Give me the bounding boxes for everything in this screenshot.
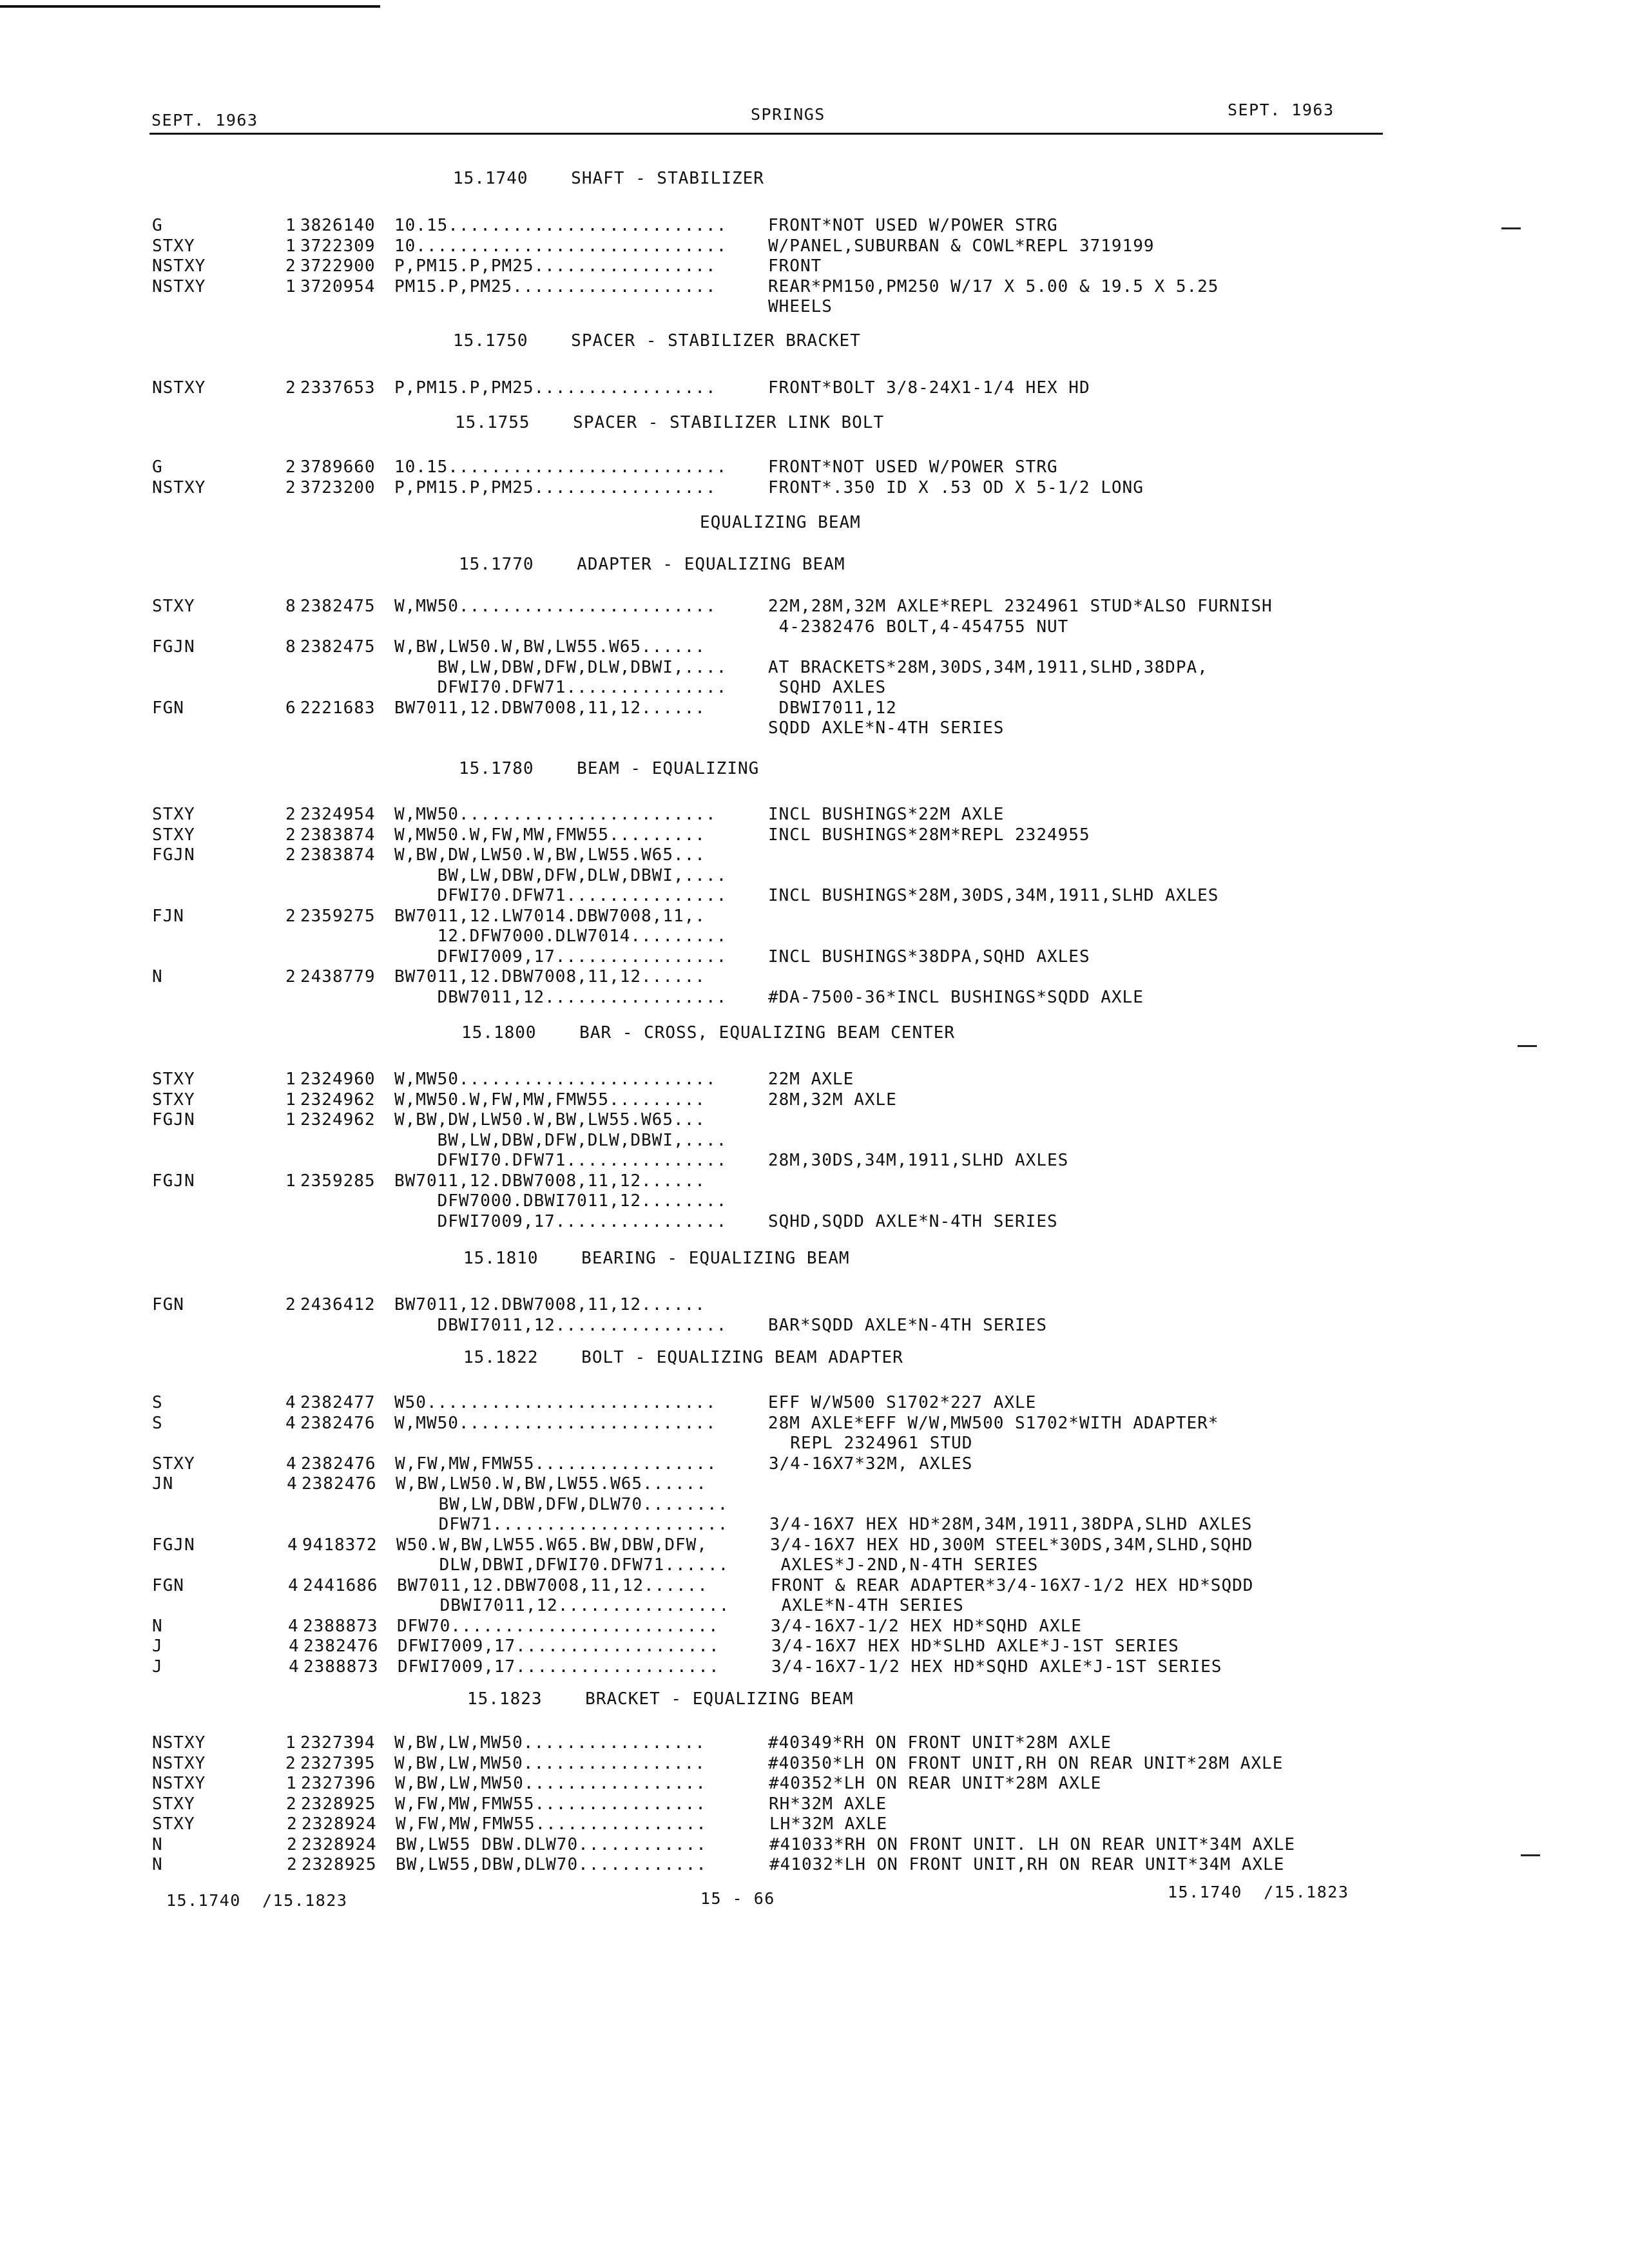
row-part-number: 3722309: [300, 236, 376, 256]
row-description: INCL BUSHINGS*28M*REPL 2324955: [768, 825, 1090, 845]
row-code: N: [152, 1617, 163, 1636]
row-code: STXY: [152, 1814, 195, 1834]
row-qty: 4: [288, 1576, 299, 1595]
section-heading: 15.1740 SHAFT - STABILIZER: [453, 169, 764, 188]
row-description: FRONT*NOT USED W/POWER STRG: [768, 216, 1058, 235]
row-qty: 2: [286, 1794, 297, 1814]
row-models: BW7011,12.DBW7008,11,12......: [394, 1295, 706, 1314]
row-part-number: 3789660: [300, 457, 376, 477]
row-description: SQHD,SQDD AXLE*N-4TH SERIES: [768, 1212, 1058, 1231]
row-code: S: [152, 1414, 163, 1433]
row-description: 28M AXLE*EFF W/W,MW500 S1702*WITH ADAPTER*: [768, 1414, 1219, 1433]
row-description: 22M AXLE: [768, 1070, 854, 1089]
row-models: W,FW,MW,FMW55.................: [395, 1454, 717, 1474]
row-models: DFWI7009,17...................: [398, 1637, 720, 1656]
row-code: FGJN: [152, 637, 195, 657]
row-models: DFWI7009,17................: [394, 947, 728, 966]
row-code: J: [152, 1657, 163, 1677]
row-qty: 4: [287, 1535, 298, 1555]
row-code: N: [152, 1855, 163, 1874]
group-title: EQUALIZING BEAM: [700, 513, 861, 532]
section-heading: 15.1822 BOLT - EQUALIZING BEAM ADAPTER: [463, 1348, 903, 1367]
row-part-number: 9418372: [302, 1535, 378, 1555]
row-code: FJN: [152, 907, 184, 926]
row-code: FGN: [152, 698, 184, 718]
row-code: FGJN: [152, 1110, 195, 1129]
row-description: #41033*RH ON FRONT UNIT. LH ON REAR UNIT*34M AXLE: [769, 1835, 1296, 1854]
row-code: FGN: [152, 1295, 184, 1314]
row-part-number: 2382476: [304, 1637, 379, 1656]
row-part-number: 2382477: [300, 1393, 376, 1412]
row-qty: 8: [285, 637, 296, 657]
row-description: DBWI7011,12: [768, 698, 897, 718]
row-description: 28M,32M AXLE: [768, 1090, 897, 1110]
row-models: W,MW50........................: [394, 805, 717, 824]
row-description: #40349*RH ON FRONT UNIT*28M AXLE: [768, 1733, 1112, 1753]
row-part-number: 2383874: [300, 825, 376, 845]
row-code: FGJN: [152, 1535, 195, 1555]
row-qty: 4: [289, 1637, 300, 1656]
row-description: AXLE*N-4TH SERIES: [771, 1596, 964, 1615]
row-models: BW7011,12.DBW7008,11,12......: [394, 1171, 706, 1191]
row-models: BW,LW,DBW,DFW,DLW,DBWI,....: [394, 1131, 728, 1150]
row-part-number: 2441686: [303, 1576, 378, 1595]
row-models: 12.DFW7000.DLW7014.........: [394, 927, 728, 946]
row-description: FRONT: [768, 256, 822, 276]
row-description: 3/4-16X7 HEX HD*28M,34M,1911,38DPA,SLHD AXLES: [769, 1515, 1253, 1534]
row-description: 22M,28M,32M AXLE*REPL 2324961 STUD*ALSO FURNISH: [768, 597, 1273, 616]
row-description: INCL BUSHINGS*22M AXLE: [768, 805, 1005, 824]
row-part-number: 2382475: [300, 597, 376, 616]
row-models: W,BW,LW,MW50.................: [394, 1754, 706, 1773]
row-description: #41032*LH ON FRONT UNIT,RH ON REAR UNIT*34M AXLE: [769, 1855, 1285, 1874]
row-models: W,MW50.W,FW,MW,FMW55.........: [394, 825, 706, 845]
row-models: BW7011,12.DBW7008,11,12......: [397, 1576, 708, 1595]
row-qty: 2: [285, 907, 296, 926]
section-heading: 15.1780 BEAM - EQUALIZING: [459, 759, 760, 778]
row-code: STXY: [152, 597, 195, 616]
row-qty: 4: [289, 1657, 300, 1677]
row-code: G: [152, 216, 163, 235]
footer-left-range: 15.1740 /15.1823: [166, 1891, 348, 1910]
row-models: DLW,DBWI,DFWI70.DFW71......: [396, 1555, 729, 1575]
row-models: DFWI70.DFW71...............: [394, 886, 728, 905]
row-part-number: 2337653: [300, 378, 376, 398]
row-models: BW7011,12.LW7014.DBW7008,11,.: [394, 907, 706, 926]
row-models: DFWI7009,17................: [394, 1212, 728, 1231]
row-models: PM15.P,PM25...................: [394, 277, 717, 296]
row-code: NSTXY: [152, 478, 206, 497]
row-models: 10.15..........................: [394, 216, 728, 235]
row-qty: 2: [287, 1855, 298, 1874]
row-code: G: [152, 457, 163, 477]
row-models: DFW71......................: [396, 1515, 729, 1534]
row-part-number: 2359275: [300, 907, 376, 926]
row-qty: 2: [285, 845, 296, 865]
row-description: FRONT*BOLT 3/8-24X1-1/4 HEX HD: [768, 378, 1090, 398]
row-description: WHEELS: [768, 297, 833, 316]
row-models: W,MW50.W,FW,MW,FMW55.........: [394, 1090, 706, 1110]
row-qty: 2: [285, 1295, 296, 1314]
row-code: STXY: [152, 236, 195, 256]
row-part-number: 2328925: [302, 1855, 377, 1874]
row-description: #DA-7500-36*INCL BUSHINGS*SQDD AXLE: [768, 988, 1144, 1007]
row-models: DFW7000.DBWI7011,12........: [394, 1191, 728, 1211]
section-heading: 15.1755 SPACER - STABILIZER LINK BOLT: [455, 413, 885, 432]
row-models: W,FW,MW,FMW55................: [395, 1794, 706, 1814]
row-models: 10.............................: [394, 236, 728, 256]
row-qty: 2: [285, 256, 296, 276]
row-code: FGJN: [152, 1171, 195, 1191]
row-qty: 8: [285, 597, 296, 616]
row-code: S: [152, 1393, 163, 1412]
row-qty: 1: [285, 1110, 296, 1129]
row-models: DBWI7011,12................: [397, 1596, 730, 1615]
row-models: BW7011,12.DBW7008,11,12......: [394, 967, 706, 986]
row-code: NSTXY: [152, 378, 206, 398]
row-qty: 1: [285, 236, 296, 256]
row-part-number: 2327396: [301, 1774, 376, 1793]
row-models: W50...........................: [394, 1393, 717, 1412]
row-models: DBWI7011,12................: [394, 1316, 728, 1335]
row-qty: 2: [285, 478, 296, 497]
row-models: W,MW50........................: [394, 1414, 717, 1433]
row-part-number: 2359285: [300, 1171, 376, 1191]
row-part-number: 3722900: [300, 256, 376, 276]
row-part-number: 2383874: [300, 845, 376, 865]
row-part-number: 2328924: [302, 1835, 377, 1854]
row-models: 10.15..........................: [394, 457, 728, 477]
row-description: 3/4-16X7-1/2 HEX HD*SQHD AXLE*J-1ST SERIES: [771, 1657, 1222, 1677]
row-description: BAR*SQDD AXLE*N-4TH SERIES: [768, 1316, 1047, 1335]
row-models: DFWI70.DFW71...............: [394, 1151, 728, 1170]
row-code: N: [152, 1835, 163, 1854]
row-code: NSTXY: [152, 1774, 206, 1793]
row-description: LH*32M AXLE: [769, 1814, 888, 1834]
row-qty: 4: [285, 1414, 296, 1433]
header-rule: [149, 133, 1383, 135]
header-title: SPRINGS: [751, 105, 825, 124]
row-models: BW,LW,DBW,DFW,DLW,DBWI,....: [394, 866, 728, 885]
row-description: 3/4-16X7 HEX HD,300M STEEL*30DS,34M,SLHD,SQHD: [770, 1535, 1253, 1555]
row-qty: 2: [285, 1754, 296, 1773]
row-qty: 4: [286, 1454, 297, 1474]
row-code: NSTXY: [152, 1754, 206, 1773]
row-code: STXY: [152, 1070, 195, 1089]
row-code: NSTXY: [152, 277, 206, 296]
row-part-number: 2324962: [300, 1090, 376, 1110]
row-qty: 2: [285, 825, 296, 845]
row-part-number: 2382476: [300, 1414, 376, 1433]
row-part-number: 2327394: [300, 1733, 376, 1753]
row-part-number: 2328925: [301, 1794, 376, 1814]
row-models: W,BW,DW,LW50.W,BW,LW55.W65...: [394, 845, 706, 865]
row-description: FRONT*.350 ID X .53 OD X 5-1/2 LONG: [768, 478, 1144, 497]
row-code: N: [152, 967, 163, 986]
row-qty: 2: [285, 457, 296, 477]
row-description: 3/4-16X7*32M, AXLES: [769, 1454, 973, 1474]
row-code: STXY: [152, 1454, 195, 1474]
row-qty: 1: [285, 1733, 296, 1753]
row-code: NSTXY: [152, 256, 206, 276]
row-part-number: 2324962: [300, 1110, 376, 1129]
row-qty: 2: [287, 1835, 298, 1854]
row-code: FGJN: [152, 845, 195, 865]
footer-page-number: 15 - 66: [700, 1889, 775, 1908]
row-models: W,FW,MW,FMW55................: [396, 1814, 707, 1834]
row-description: #40352*LH ON REAR UNIT*28M AXLE: [769, 1774, 1102, 1793]
header-left-date: SEPT. 1963: [151, 111, 258, 130]
row-part-number: 2436412: [300, 1295, 376, 1314]
row-qty: 1: [285, 277, 296, 296]
row-qty: 1: [286, 1774, 297, 1793]
margin-mark: [1518, 1045, 1537, 1047]
row-description: INCL BUSHINGS*38DPA,SQHD AXLES: [768, 947, 1090, 966]
row-code: STXY: [152, 1090, 195, 1110]
section-heading: 15.1810 BEARING - EQUALIZING BEAM: [463, 1249, 850, 1268]
row-part-number: 2382476: [301, 1454, 376, 1474]
row-code: NSTXY: [152, 1733, 206, 1753]
row-code: JN: [152, 1474, 174, 1494]
row-models: BW7011,12.DBW7008,11,12......: [394, 698, 706, 718]
row-models: DFWI7009,17...................: [398, 1657, 720, 1677]
row-part-number: 2382475: [300, 637, 376, 657]
row-qty: 1: [285, 1171, 296, 1191]
row-models: W50.W,BW,LW55.W65.BW,DBW,DFW,: [396, 1535, 708, 1555]
row-models: BW,LW,DBW,DFW,DLW70........: [396, 1495, 729, 1514]
top-edge-mark: [0, 5, 380, 8]
row-description: SQDD AXLE*N-4TH SERIES: [768, 718, 1005, 738]
row-description: RH*32M AXLE: [769, 1794, 887, 1814]
row-models: DBW7011,12.................: [394, 988, 728, 1007]
row-part-number: 3720954: [300, 277, 376, 296]
row-description: REPL 2324961 STUD: [769, 1434, 973, 1453]
row-description: SQHD AXLES: [768, 678, 887, 697]
row-qty: 4: [287, 1474, 298, 1494]
row-qty: 4: [288, 1617, 299, 1636]
row-models: P,PM15.P,PM25.................: [394, 478, 717, 497]
row-description: 3/4-16X7 HEX HD*SLHD AXLE*J-1ST SERIES: [771, 1637, 1179, 1656]
row-code: STXY: [152, 1794, 195, 1814]
row-part-number: 2328924: [302, 1814, 377, 1834]
row-qty: 2: [287, 1814, 298, 1834]
row-description: FRONT & REAR ADAPTER*3/4-16X7-1/2 HEX HD*SQDD: [771, 1576, 1254, 1595]
row-qty: 1: [285, 1090, 296, 1110]
row-qty: 1: [285, 216, 296, 235]
row-part-number: 2327395: [300, 1754, 376, 1773]
row-qty: 1: [285, 1070, 296, 1089]
row-code: J: [152, 1637, 163, 1656]
row-description: #40350*LH ON FRONT UNIT,RH ON REAR UNIT*28M AXLE: [768, 1754, 1284, 1773]
row-models: BW,LW55 DBW.DLW70............: [396, 1835, 707, 1854]
row-qty: 4: [285, 1393, 296, 1412]
row-models: W,BW,LW,MW50.................: [394, 1733, 706, 1753]
row-models: P,PM15.P,PM25.................: [394, 256, 717, 276]
row-models: BW,LW55,DBW,DLW70............: [396, 1855, 707, 1874]
row-code: STXY: [152, 825, 195, 845]
header-right-date: SEPT. 1963: [1228, 101, 1335, 119]
row-description: W/PANEL,SUBURBAN & COWL*REPL 3719199: [768, 236, 1155, 256]
row-models: W,BW,DW,LW50.W,BW,LW55.W65...: [394, 1110, 706, 1129]
footer-right-range: 15.1740 /15.1823: [1168, 1883, 1349, 1901]
section-heading: 15.1823 BRACKET - EQUALIZING BEAM: [467, 1689, 854, 1709]
row-description: EFF W/W500 S1702*227 AXLE: [768, 1393, 1037, 1412]
row-description: 28M,30DS,34M,1911,SLHD AXLES: [768, 1151, 1069, 1170]
row-description: REAR*PM150,PM250 W/17 X 5.00 & 19.5 X 5.25: [768, 277, 1219, 296]
row-models: W,BW,LW,MW50.................: [395, 1774, 706, 1793]
section-heading: 15.1800 BAR - CROSS, EQUALIZING BEAM CENTER: [461, 1023, 956, 1043]
row-part-number: 2324960: [300, 1070, 376, 1089]
row-description: 4-2382476 BOLT,4-454755 NUT: [768, 617, 1069, 637]
row-code: FGN: [152, 1576, 184, 1595]
row-part-number: 2388873: [303, 1617, 378, 1636]
row-description: AT BRACKETS*28M,30DS,34M,1911,SLHD,38DPA,: [768, 658, 1208, 677]
row-models: BW,LW,DBW,DFW,DLW,DBWI,....: [394, 658, 728, 677]
row-models: DFWI70.DFW71...............: [394, 678, 728, 697]
row-part-number: 3826140: [300, 216, 376, 235]
row-part-number: 2221683: [300, 698, 376, 718]
row-part-number: 3723200: [300, 478, 376, 497]
row-description: INCL BUSHINGS*28M,30DS,34M,1911,SLHD AXLES: [768, 886, 1219, 905]
row-qty: 2: [285, 805, 296, 824]
row-part-number: 2382476: [302, 1474, 377, 1494]
margin-mark: [1521, 1854, 1540, 1856]
row-qty: 2: [285, 378, 296, 398]
row-qty: 2: [285, 967, 296, 986]
row-qty: 6: [285, 698, 296, 718]
section-heading: 15.1750 SPACER - STABILIZER BRACKET: [453, 331, 861, 351]
section-heading: 15.1770 ADAPTER - EQUALIZING BEAM: [459, 555, 845, 574]
row-models: W,MW50........................: [394, 1070, 717, 1089]
row-part-number: 2438779: [300, 967, 376, 986]
row-part-number: 2388873: [304, 1657, 379, 1677]
row-part-number: 2324954: [300, 805, 376, 824]
row-models: W,MW50........................: [394, 597, 717, 616]
row-models: W,BW,LW50.W,BW,LW55.W65......: [394, 637, 706, 657]
row-description: 3/4-16X7-1/2 HEX HD*SQHD AXLE: [771, 1617, 1082, 1636]
row-models: W,BW,LW50.W,BW,LW55.W65......: [396, 1474, 707, 1494]
row-models: DFW70.........................: [397, 1617, 719, 1636]
row-description: FRONT*NOT USED W/POWER STRG: [768, 457, 1058, 477]
row-code: STXY: [152, 805, 195, 824]
row-description: AXLES*J-2ND,N-4TH SERIES: [770, 1555, 1039, 1575]
margin-mark: [1501, 227, 1521, 229]
row-models: P,PM15.P,PM25.................: [394, 378, 717, 398]
